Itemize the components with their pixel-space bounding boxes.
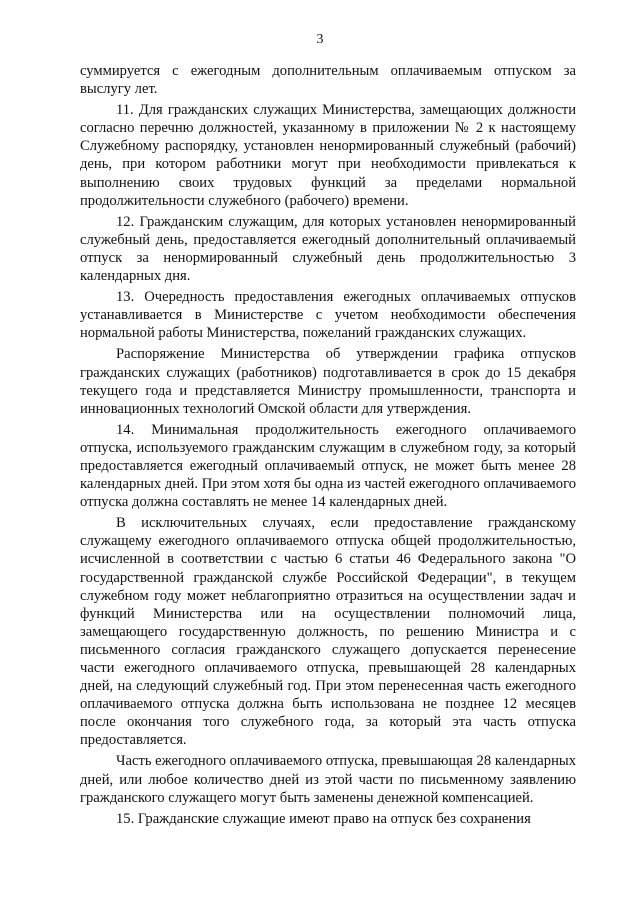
paragraph-exceptional-cases: В исключительных случаях, если предоставление гражданскому служащему ежегодного оплачиваемого отпуска общей продолжительностью, исчисленной в соответствии с частью 6 статьи 46 Федерального закона "О государственной гражданской службе Российской Федерации", в текущем служебном году может неблагоприятно отразиться на осуществлении задач и функций Министерства или на осуществлении полномочий лица, замещающего государственную должность, по решению Министра и с письменного согласия гражданского служащего допускается перенесение части ежегодного оплачиваемого отпуска, превышающей 28 календарных дней, на следующий служебный год. При этом перенесенная часть ежегодного оплачиваемого отпуска должна быть использована не позднее 12 месяцев после окончания того служебного года, за который эта часть отпуска предоставляется.: [80, 515, 576, 749]
paragraph-item-14: 14. Минимальная продолжительность ежегодного оплачиваемого отпуска, используемого гражданским служащим в служебном году, за который предоставляется ежегодный оплачиваемый отпуск, не может быть менее 28 календарных дней. При этом хотя бы одна из частей ежегодного оплачиваемого отпуска должна составлять не менее 14 календарных дней.: [80, 421, 576, 511]
paragraph-intro-continuation: суммируется с ежегодным дополнительным оплачиваемым отпуском за выслугу лет.: [80, 63, 576, 98]
paragraph-item-11: 11. Для гражданских служащих Министерства, замещающих должности согласно перечню должностей, указанному в приложении № 2 к настоящему Служебному распорядку, установлен ненормированный служебный (рабочий) день, при котором работники могут при необходимости привлекаться к выполнению своих трудовых функций за пределами нормальной продолжительности служебного (рабочего) времени.: [80, 102, 576, 209]
paragraph-item-12: 12. Гражданским служащим, для которых установлен ненормированный служебный день, предоставляется ежегодный дополнительный оплачиваемый отпуск за ненормированный служебный день продолжительностью 3 календарных дня.: [80, 213, 576, 285]
paragraph-item-13: 13. Очередность предоставления ежегодных оплачиваемых отпусков устанавливается в Министерстве с учетом необходимости обеспечения нормальной работы Министерства, пожеланий гражданских служащих.: [80, 289, 576, 342]
paragraph-item-15: 15. Гражданские служащие имеют право на отпуск без сохранения: [116, 810, 531, 827]
page-number: 3: [316, 32, 324, 47]
paragraph-vacation-schedule: Распоряжение Министерства об утверждении графика отпусков гражданских служащих (работников) подготавливается в срок до 15 декабря текущего года и представляется Министру промышленности, транспорта и инновационных технологий Омской области для утверждения.: [80, 346, 576, 417]
paragraph-monetary-compensation: Часть ежегодного оплачиваемого отпуска, превышающая 28 календарных дней, или любое количество дней из этой части по письменному заявлению гражданского служащего могут быть заменены денежной компенсацией.: [80, 753, 576, 806]
document-body: [80, 62, 576, 831]
